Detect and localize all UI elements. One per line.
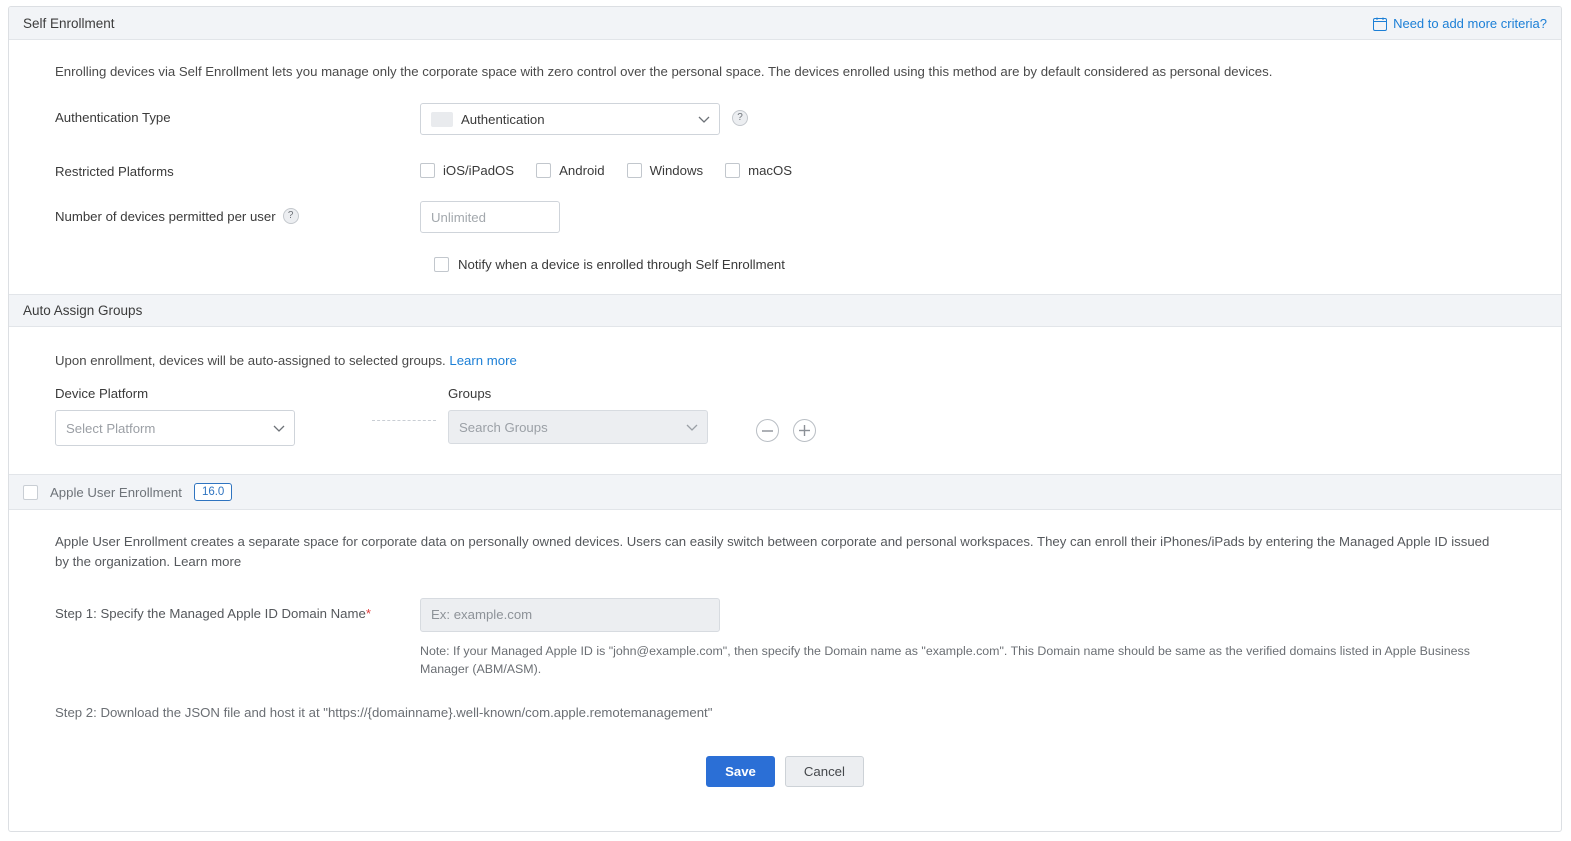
platform-checkbox-macos[interactable] <box>725 163 792 178</box>
notify-enrollment-checkbox-row[interactable] <box>23 257 1547 272</box>
auto-assign-groups-body <box>9 327 1561 474</box>
apple-user-enrollment-body <box>9 510 1561 787</box>
restricted-platforms-checkbox-group <box>420 157 814 178</box>
learn-more-link[interactable]: Learn more <box>449 353 517 369</box>
restricted-platforms-label: Restricted Platforms <box>55 164 174 180</box>
device-platform-label: Device Platform <box>55 386 149 402</box>
authentication-type-label: Authentication Type <box>55 110 171 126</box>
step1-field-column <box>420 598 1475 679</box>
platform-label-macos: macOS <box>748 163 793 179</box>
auto-assign-groups-description: Upon enrollment, devices will be auto-assigned to selected groups. <box>55 353 446 369</box>
checkbox-icon[interactable] <box>434 257 449 272</box>
self-enrollment-body <box>9 40 1561 294</box>
checkbox-icon[interactable] <box>420 163 435 178</box>
version-badge: 16.0 <box>194 483 232 501</box>
authentication-type-select[interactable] <box>420 103 720 135</box>
devices-permitted-label-wrap <box>55 201 420 224</box>
auto-assign-groups-description-wrap <box>23 327 1547 368</box>
managed-apple-id-domain-input[interactable] <box>420 598 720 632</box>
groups-column <box>448 386 708 444</box>
row-connector <box>372 420 436 421</box>
chevron-down-icon <box>686 420 698 435</box>
device-platform-select[interactable] <box>55 410 295 446</box>
minus-icon[interactable] <box>756 419 779 442</box>
apple-user-enrollment-checkbox[interactable] <box>23 485 38 500</box>
authentication-type-value: Authentication <box>461 111 545 127</box>
authentication-type-help-icon[interactable]: ? <box>732 110 748 126</box>
self-enrollment-header <box>9 7 1561 40</box>
apple-user-enrollment-description: Apple User Enrollment creates a separate space for corporate data on personally owned devices. Users can easily switch between corporate and personal workspaces. They can enroll their iPhones/iPads by entering the Managed Apple ID issued by the organization. Learn more <box>55 534 1490 569</box>
plus-icon[interactable] <box>793 419 816 442</box>
auto-assign-groups-header <box>9 294 1561 327</box>
self-enrollment-description: Enrolling devices via Self Enrollment lets you manage only the corporate space with zero control over the personal space. The devices enrolled using this method are by default considered as personal devices. <box>55 64 1273 79</box>
step1-row <box>23 598 1547 679</box>
auto-assign-groups-row <box>23 386 1547 446</box>
step1-label: Step 1: Specify the Managed Apple ID Domain Name <box>55 605 366 621</box>
calendar-icon <box>1373 17 1387 31</box>
apple-user-enrollment-title: Apple User Enrollment <box>50 484 182 500</box>
auth-type-swatch <box>431 112 453 127</box>
self-enrollment-panel <box>8 6 1562 832</box>
authentication-type-row <box>23 103 1547 135</box>
restricted-platforms-row <box>23 157 1547 179</box>
checkbox-icon[interactable] <box>725 163 740 178</box>
platform-checkbox-windows[interactable] <box>627 163 704 178</box>
form-footer <box>23 756 1547 787</box>
step2-label: Step 2: Download the JSON file and host it at "https://{domainname}.well-known/com.apple.remotemanagement" <box>55 704 713 720</box>
save-button[interactable]: Save <box>706 756 775 787</box>
required-marker: * <box>365 605 371 621</box>
device-platform-value: Select Platform <box>66 420 156 436</box>
auto-assign-groups-title: Auto Assign Groups <box>23 303 143 319</box>
platform-checkbox-android[interactable] <box>536 163 604 178</box>
checkbox-icon[interactable] <box>536 163 551 178</box>
notify-enrollment-label: Notify when a device is enrolled through Self Enrollment <box>458 257 785 273</box>
checkbox-icon[interactable] <box>627 163 642 178</box>
platform-label-ios: iOS/iPadOS <box>443 163 515 179</box>
chevron-down-icon <box>273 421 285 436</box>
groups-select[interactable] <box>448 410 708 444</box>
devices-permitted-input[interactable] <box>420 201 560 233</box>
devices-permitted-label: Number of devices permitted per user <box>55 208 276 224</box>
chevron-down-icon <box>698 112 710 127</box>
devices-permitted-row <box>23 201 1547 233</box>
device-platform-column <box>55 386 420 446</box>
authentication-type-label-wrap <box>55 103 420 125</box>
devices-permitted-help-icon[interactable]: ? <box>283 208 299 224</box>
need-more-criteria-link[interactable] <box>1373 7 1547 40</box>
platform-label-android: Android <box>559 163 605 179</box>
row-action-buttons <box>756 419 816 442</box>
apple-user-enrollment-header[interactable] <box>9 474 1561 510</box>
need-more-criteria-label: Need to add more criteria? <box>1393 16 1547 31</box>
platform-checkbox-ios[interactable] <box>420 163 514 178</box>
groups-label: Groups <box>448 386 492 402</box>
platform-label-windows: Windows <box>649 163 704 179</box>
self-enrollment-title: Self Enrollment <box>23 15 115 31</box>
step1-note: Note: If your Managed Apple ID is "john@example.com", then specify the Domain name as "example.com". This Domain name should be same as the verified domains listed in Apple Business Manager (ABM/ASM). <box>420 643 1470 676</box>
restricted-platforms-label-wrap <box>55 157 420 179</box>
step1-label-wrap <box>55 598 420 621</box>
groups-value: Search Groups <box>459 419 548 435</box>
cancel-button[interactable]: Cancel <box>785 756 864 787</box>
